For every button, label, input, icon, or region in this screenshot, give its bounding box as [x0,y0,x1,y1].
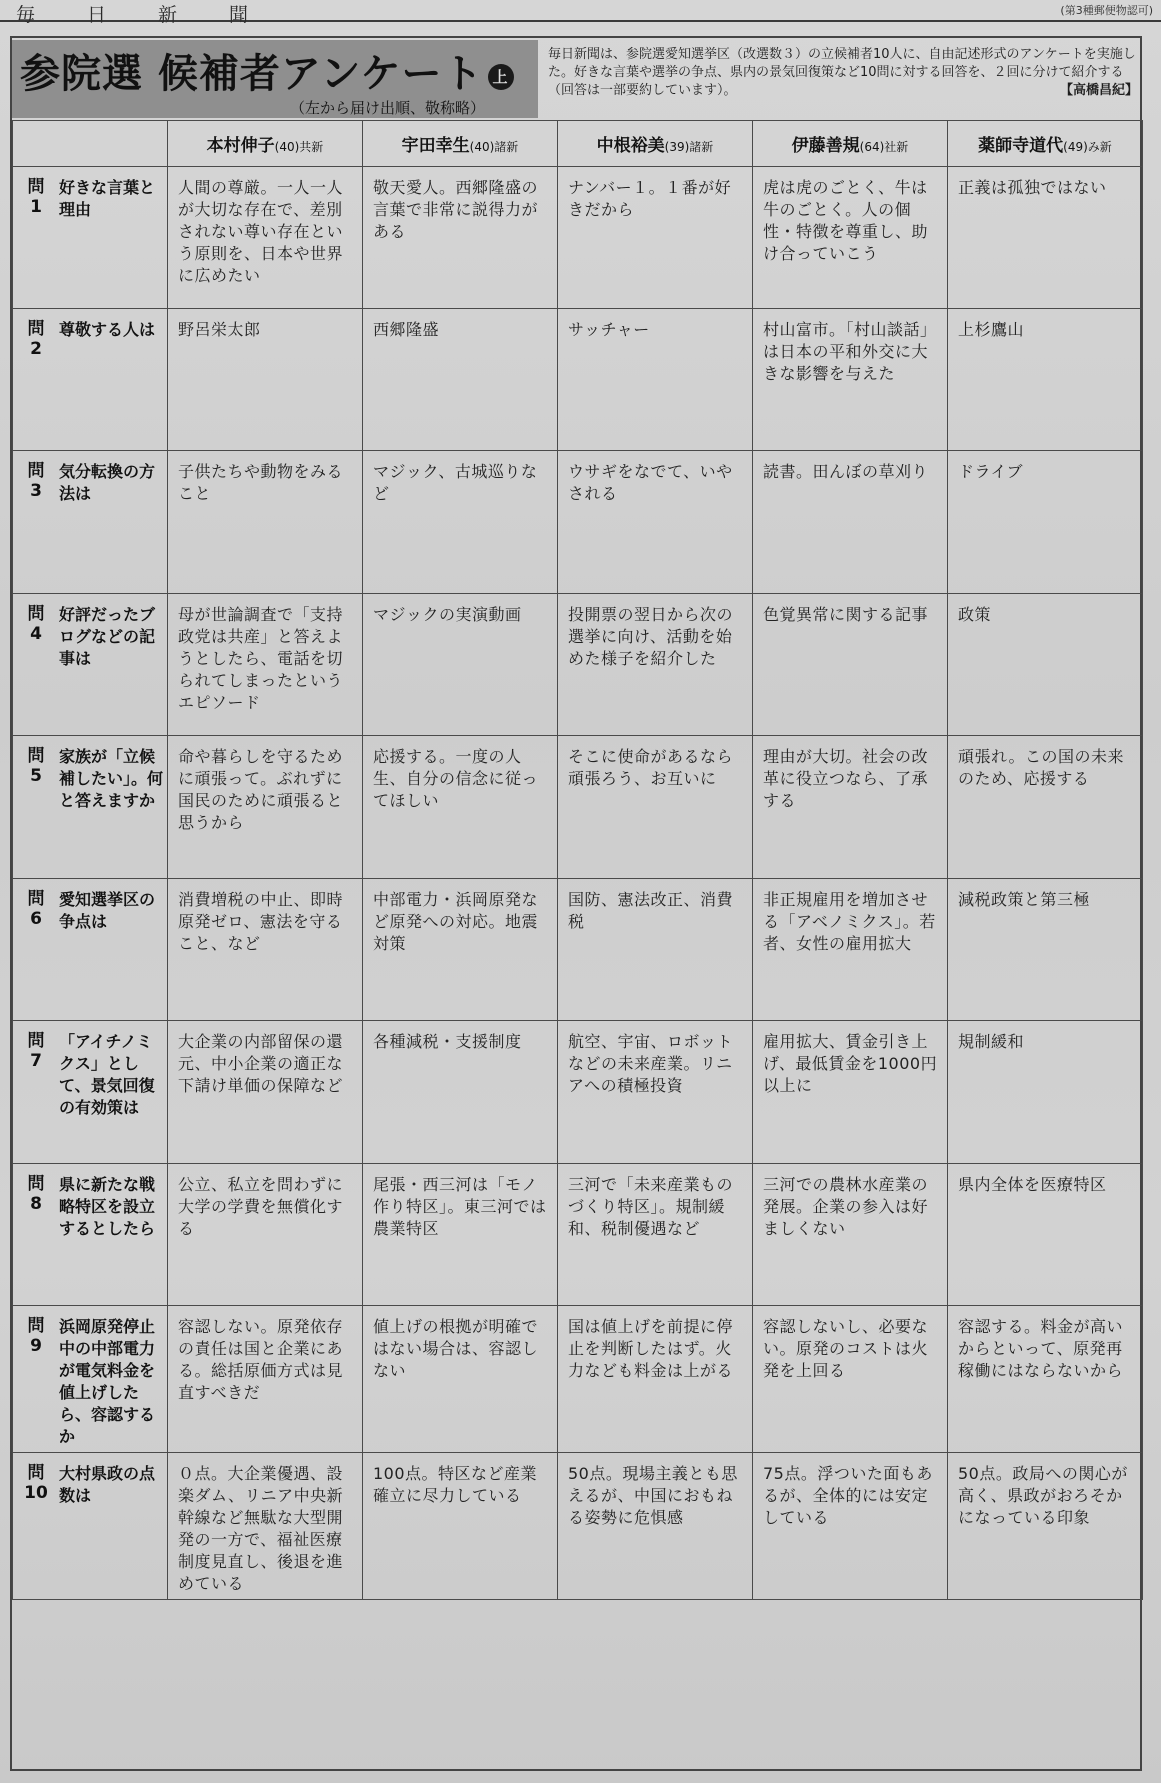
answer-cell: 50点。政局への関心が高く、県政がおろそかになっている印象 [948,1453,1143,1600]
candidate-info: (64)社新 [859,140,909,154]
candidate-header [948,121,1143,167]
answer-cell: 大企業の内部留保の還元、中小企業の適正な下請け単価の保障など [168,1021,363,1164]
question-text: 尊敬する人は [59,320,156,339]
question-text: 県に新たな戦略特区を設立するとしたら [59,1175,156,1238]
answer-cell: 人間の尊厳。一人一人が大切な存在で、差別されない尊い存在という原則を、日本や世界に広めたい [168,167,363,309]
answer-cell: 容認する。料金が高いからといって、原発再稼働にはならないから [948,1306,1143,1453]
question-cell [13,1453,168,1600]
survey-table [12,120,1143,1600]
answer-cell: 規制緩和 [948,1021,1143,1164]
corner-cell [13,121,168,167]
intro-text: 毎日新聞は、参院選愛知選挙区（改選数３）の立候補者10人に、自由記述形式のアンケートを実施した。好きな言葉や選挙の争点、県内の景気回復策など10問に対する回答を、２回に分けて紹介する（回答は一部要約しています）。 [548,47,1136,98]
question-text: 好きな言葉と理由 [59,178,156,219]
question-number: 問 6 [27,889,45,929]
question-row [13,309,1143,451]
answer-cell: 中部電力・浜岡原発など原発への対応。地震対策 [363,879,558,1021]
answer-cell: 減税政策と第三極 [948,879,1143,1021]
answer-cell: 75点。浮ついた面もあるが、全体的には安定している [753,1453,948,1600]
answer-cell: 読書。田んぼの草刈り [753,451,948,594]
question-cell [13,736,168,879]
question-cell [13,879,168,1021]
masthead [0,0,1161,26]
answer-cell: ウサギをなでて、いやされる [558,451,753,594]
answer-cell: 子供たちや動物をみること [168,451,363,594]
candidate-header [363,121,558,167]
answer-cell: 雇用拡大、賃金引き上げ、最低賃金を1000円以上に [753,1021,948,1164]
candidate-info: (39)諸新 [664,140,714,154]
answer-cell: 西郷隆盛 [363,309,558,451]
candidate-info: (49)み新 [1063,140,1112,154]
question-number: 問 7 [27,1031,45,1071]
question-number: 問 3 [27,461,45,501]
answer-cell: 色覚異常に関する記事 [753,594,948,736]
answer-cell: 各種減税・支援制度 [363,1021,558,1164]
question-cell [13,1306,168,1453]
question-cell [13,309,168,451]
part-badge: 上 [488,64,514,90]
question-text: 愛知選挙区の争点は [59,890,156,931]
answer-cell: 消費増税の中止、即時原発ゼロ、憲法を守ること、など [168,879,363,1021]
answer-cell: 100点。特区など産業確立に尽力している [363,1453,558,1600]
candidate-name: 宇田幸生 [401,136,470,156]
answer-cell: 三河での農林水産業の発展。企業の参入は好ましくない [753,1164,948,1306]
candidate-name: 本村伸子 [206,136,275,156]
intro-paragraph [548,46,1138,100]
answer-cell: マジックの実演動画 [363,594,558,736]
question-text: 気分転換の方法は [59,462,156,503]
question-row [13,736,1143,879]
paper-name: 毎日新聞 [16,4,301,26]
question-row [13,1164,1143,1306]
question-cell [13,451,168,594]
answer-cell: 敬天愛人。西郷隆盛の言葉で非常に説得力がある [363,167,558,309]
answer-cell: マジック、古城巡りなど [363,451,558,594]
candidate-header-row [13,121,1143,167]
answer-cell: 国防、憲法改正、消費税 [558,879,753,1021]
question-number: 問 9 [27,1316,45,1356]
question-cell [13,167,168,309]
question-number: 問 4 [27,604,45,644]
answer-cell: そこに使命があるなら頑張ろう、お互いに [558,736,753,879]
answer-cell: 理由が大切。社会の改革に役立つなら、了承する [753,736,948,879]
postal-permit: (第3種郵便物認可) [1060,4,1153,17]
answer-cell: サッチャー [558,309,753,451]
question-number: 問 2 [27,319,45,359]
candidate-header [558,121,753,167]
question-row [13,1453,1143,1600]
order-note: （左から届け出順、敬称略） [290,99,486,117]
candidate-name: 薬師寺道代 [978,136,1064,156]
question-row [13,451,1143,594]
answer-cell: 政策 [948,594,1143,736]
answer-cell: 頑張れ。この国の未来のため、応援する [948,736,1143,879]
answer-cell: 三河で「未来産業ものづくり特区」。規制緩和、税制優遇など [558,1164,753,1306]
question-number: 問 10 [24,1463,48,1503]
answer-cell: 尾張・西三河は「モノ作り特区」。東三河では農業特区 [363,1164,558,1306]
answer-cell: ０点。大企業優遇、設楽ダム、リニア中央新幹線など無駄な大型開発の一方で、福祉医療制度見直し、後退を進めている [168,1453,363,1600]
question-row [13,1021,1143,1164]
answer-cell: 容認しないし、必要ない。原発のコストは火発を上回る [753,1306,948,1453]
answer-cell: 航空、宇宙、ロボットなどの未来産業。リニアへの積極投資 [558,1021,753,1164]
question-text: 「アイチノミクス」として、景気回復の有効策は [59,1032,155,1117]
answer-cell: 容認しない。原発依存の責任は国と企業にある。総括原価方式は見直すべきだ [168,1306,363,1453]
candidate-info: (40)諸新 [469,140,519,154]
question-number: 問 5 [27,746,45,786]
candidate-name: 中根裕美 [596,136,665,156]
title-text: 参院選 候補者アンケート [20,50,484,97]
question-row [13,1306,1143,1453]
candidate-header [753,121,948,167]
answer-cell: 虎は虎のごとく、牛は牛のごとく。人の個性・特徴を尊重し、助け合っていこう [753,167,948,309]
question-text: 浜岡原発停止中の中部電力が電気料金を値上げしたら、容認するか [59,1317,156,1446]
candidate-header [168,121,363,167]
candidate-info: (40)共新 [274,140,324,154]
answer-cell: ナンバー１。１番が好きだから [558,167,753,309]
answer-cell: 投開票の翌日から次の選挙に向け、活動を始めた様子を紹介した [558,594,753,736]
answer-cell: 上杉鷹山 [948,309,1143,451]
answer-cell: 野呂栄太郎 [168,309,363,451]
answer-cell: 値上げの根拠が明確ではない場合は、容認しない [363,1306,558,1453]
candidate-name: 伊藤善規 [791,136,860,156]
question-text: 好評だったブログなどの記事は [59,605,156,668]
answer-cell: 県内全体を医療特区 [948,1164,1143,1306]
question-row [13,879,1143,1021]
answer-cell: 村山富市。「村山談話」は日本の平和外交に大きな影響を与えた [753,309,948,451]
answer-cell: 命や暮らしを守るために頑張って。ぶれずに国民のために頑張ると思うから [168,736,363,879]
question-cell [13,1164,168,1306]
question-text: 家族が「立候補したい」。何と答えますか [59,747,164,810]
answer-cell: 公立、私立を問わずに大学の学費を無償化する [168,1164,363,1306]
question-row [13,594,1143,736]
question-cell [13,594,168,736]
answer-cell: 非正規雇用を増加させる「アベノミクス」。若者、女性の雇用拡大 [753,879,948,1021]
answer-cell: ドライブ [948,451,1143,594]
byline: 【高橋昌紀】 [1059,83,1138,98]
article-title [20,42,514,99]
answer-cell: 正義は孤独ではない [948,167,1143,309]
question-number: 問 8 [27,1174,45,1214]
answer-cell: 応援する。一度の人生、自分の信念に従ってほしい [363,736,558,879]
question-text: 大村県政の点数は [59,1464,156,1505]
question-number: 問 1 [27,177,45,217]
question-cell [13,1021,168,1164]
answer-cell: 母が世論調査で「支持政党は共産」と答えようとしたら、電話を切られてしまったというエピソード [168,594,363,736]
question-row [13,167,1143,309]
answer-cell: 50点。現場主義とも思えるが、中国におもねる姿勢に危惧感 [558,1453,753,1600]
answer-cell: 国は値上げを前提に停止を判断したはず。火力なども料金は上がる [558,1306,753,1453]
